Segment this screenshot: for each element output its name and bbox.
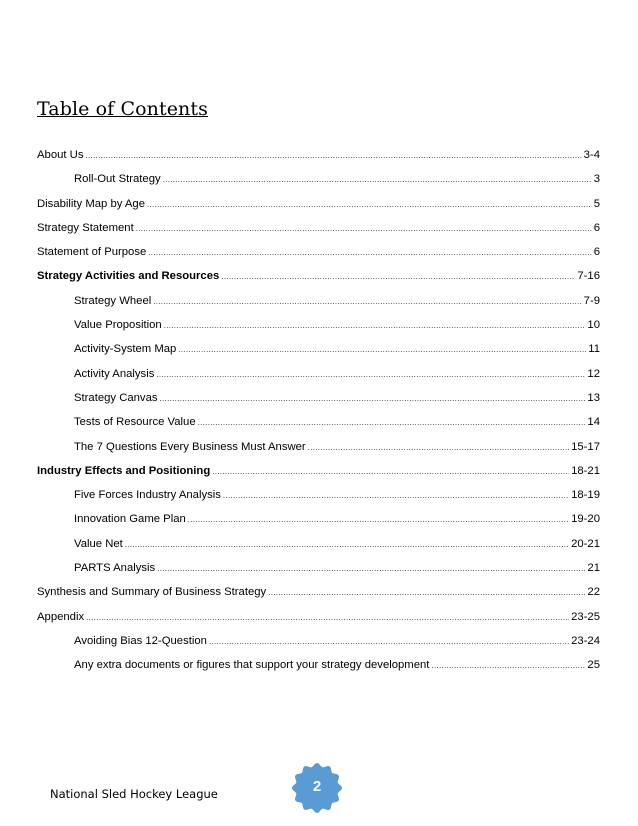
page-number-badge [291,762,343,814]
toc-entry-label: Synthesis and Summary of Business Strategy [37,586,267,599]
toc-entry-label: Activity-System Map [74,343,177,356]
toc-entry-statement-of-purpose[interactable] [37,245,600,269]
toc-entry-label: Avoiding Bias 12-Question [74,634,207,647]
dot-leader [125,538,569,552]
toc-entry-pages: 20-21 [571,537,600,550]
dot-leader [163,173,592,187]
toc-entry-activity-analysis[interactable] [37,367,600,391]
toc-entry-label: Five Forces Industry Analysis [74,489,221,502]
toc-entry-pages: 21 [587,562,600,575]
toc-section-strategy-activities[interactable] [37,269,600,293]
toc-entry-value-proposition[interactable] [37,318,600,342]
toc-entry-pages: 23-25 [571,610,600,623]
toc-section-industry-effects[interactable] [37,464,600,488]
table-of-contents [37,148,600,683]
toc-entry-label: Industry Effects and Positioning [37,464,211,477]
toc-entry-label: The 7 Questions Every Business Must Answer [74,440,306,453]
toc-entry-label: PARTS Analysis [74,562,156,575]
toc-entry-pages: 22 [587,586,600,599]
dot-leader [431,659,585,673]
toc-entry-pages: 3 [593,173,600,186]
page-number: 2 [312,778,322,795]
toc-entry-strategy-canvas[interactable] [37,391,600,415]
toc-entry-pages: 18-21 [571,464,600,477]
toc-entry-pages: 18-19 [571,489,600,502]
dot-leader [188,513,569,527]
toc-entry-pages: 10 [587,319,600,332]
toc-entry-label: Roll-Out Strategy [74,173,161,186]
toc-entry-avoiding-bias[interactable] [37,634,600,658]
toc-entry-about-us[interactable] [37,148,600,172]
dot-leader [156,368,585,382]
toc-entry-pages: 6 [593,221,600,234]
toc-entry-seven-questions[interactable] [37,440,600,464]
toc-entry-label: Any extra documents or figures that support your strategy development [74,659,430,672]
dot-leader [212,465,569,479]
toc-entry-strategy-statement[interactable] [37,221,600,245]
toc-entry-label: Strategy Canvas [74,391,158,404]
dot-leader [198,416,586,430]
page-title: Table of Contents [37,98,208,120]
toc-entry-tests-of-resource-value[interactable] [37,415,600,439]
toc-entry-pages: 13 [587,391,600,404]
toc-entry-value-net[interactable] [37,537,600,561]
toc-entry-label: Statement of Purpose [37,246,147,259]
toc-entry-extra-documents[interactable] [37,658,600,682]
toc-entry-roll-out-strategy[interactable] [37,172,600,196]
toc-entry-label: Activity Analysis [74,367,155,380]
dot-leader [160,392,586,406]
toc-entry-label: Disability Map by Age [37,197,145,210]
toc-entry-label: Innovation Game Plan [74,513,186,526]
toc-entry-pages: 19-20 [571,513,600,526]
dot-leader [209,635,569,649]
footer-organization: National Sled Hockey League [50,787,218,801]
dot-leader [308,441,569,455]
toc-entry-pages: 23-24 [571,634,600,647]
toc-entry-disability-map[interactable] [37,197,600,221]
toc-entry-appendix[interactable] [37,610,600,634]
toc-entry-parts-analysis[interactable] [37,561,600,585]
dot-leader [157,562,585,576]
dot-leader [86,611,569,625]
dot-leader [268,586,585,600]
toc-entry-pages: 14 [587,416,600,429]
toc-entry-activity-system-map[interactable] [37,342,600,366]
toc-entry-label: Value Proposition [74,319,162,332]
dot-leader [223,489,569,503]
toc-entry-pages: 15-17 [571,440,600,453]
toc-entry-label: Value Net [74,537,123,550]
toc-entry-pages: 6 [593,246,600,259]
toc-entry-pages: 5 [593,197,600,210]
dot-leader [221,270,575,284]
toc-entry-pages: 25 [587,659,600,672]
toc-entry-strategy-wheel[interactable] [37,294,600,318]
toc-entry-pages: 7-16 [577,270,600,283]
dot-leader [164,319,586,333]
toc-entry-label: Strategy Statement [37,221,134,234]
toc-entry-pages: 3-4 [583,149,600,161]
dot-leader [178,343,586,357]
toc-entry-five-forces[interactable] [37,488,600,512]
toc-entry-label: Strategy Wheel [74,294,152,307]
toc-entry-label: Tests of Resource Value [74,416,196,429]
dot-leader [85,149,581,163]
toc-entry-pages: 11 [588,343,600,356]
dot-leader [153,295,581,309]
toc-entry-label: Appendix [37,610,85,623]
toc-entry-innovation-game-plan[interactable] [37,512,600,536]
toc-entry-label: Strategy Activities and Resources [37,270,220,283]
dot-leader [148,246,591,260]
dot-leader [136,222,592,236]
dot-leader [147,198,592,212]
toc-entry-synthesis-summary[interactable] [37,585,600,609]
toc-entry-pages: 7-9 [583,294,600,307]
toc-entry-label: About Us [37,149,84,161]
toc-entry-pages: 12 [587,367,600,380]
